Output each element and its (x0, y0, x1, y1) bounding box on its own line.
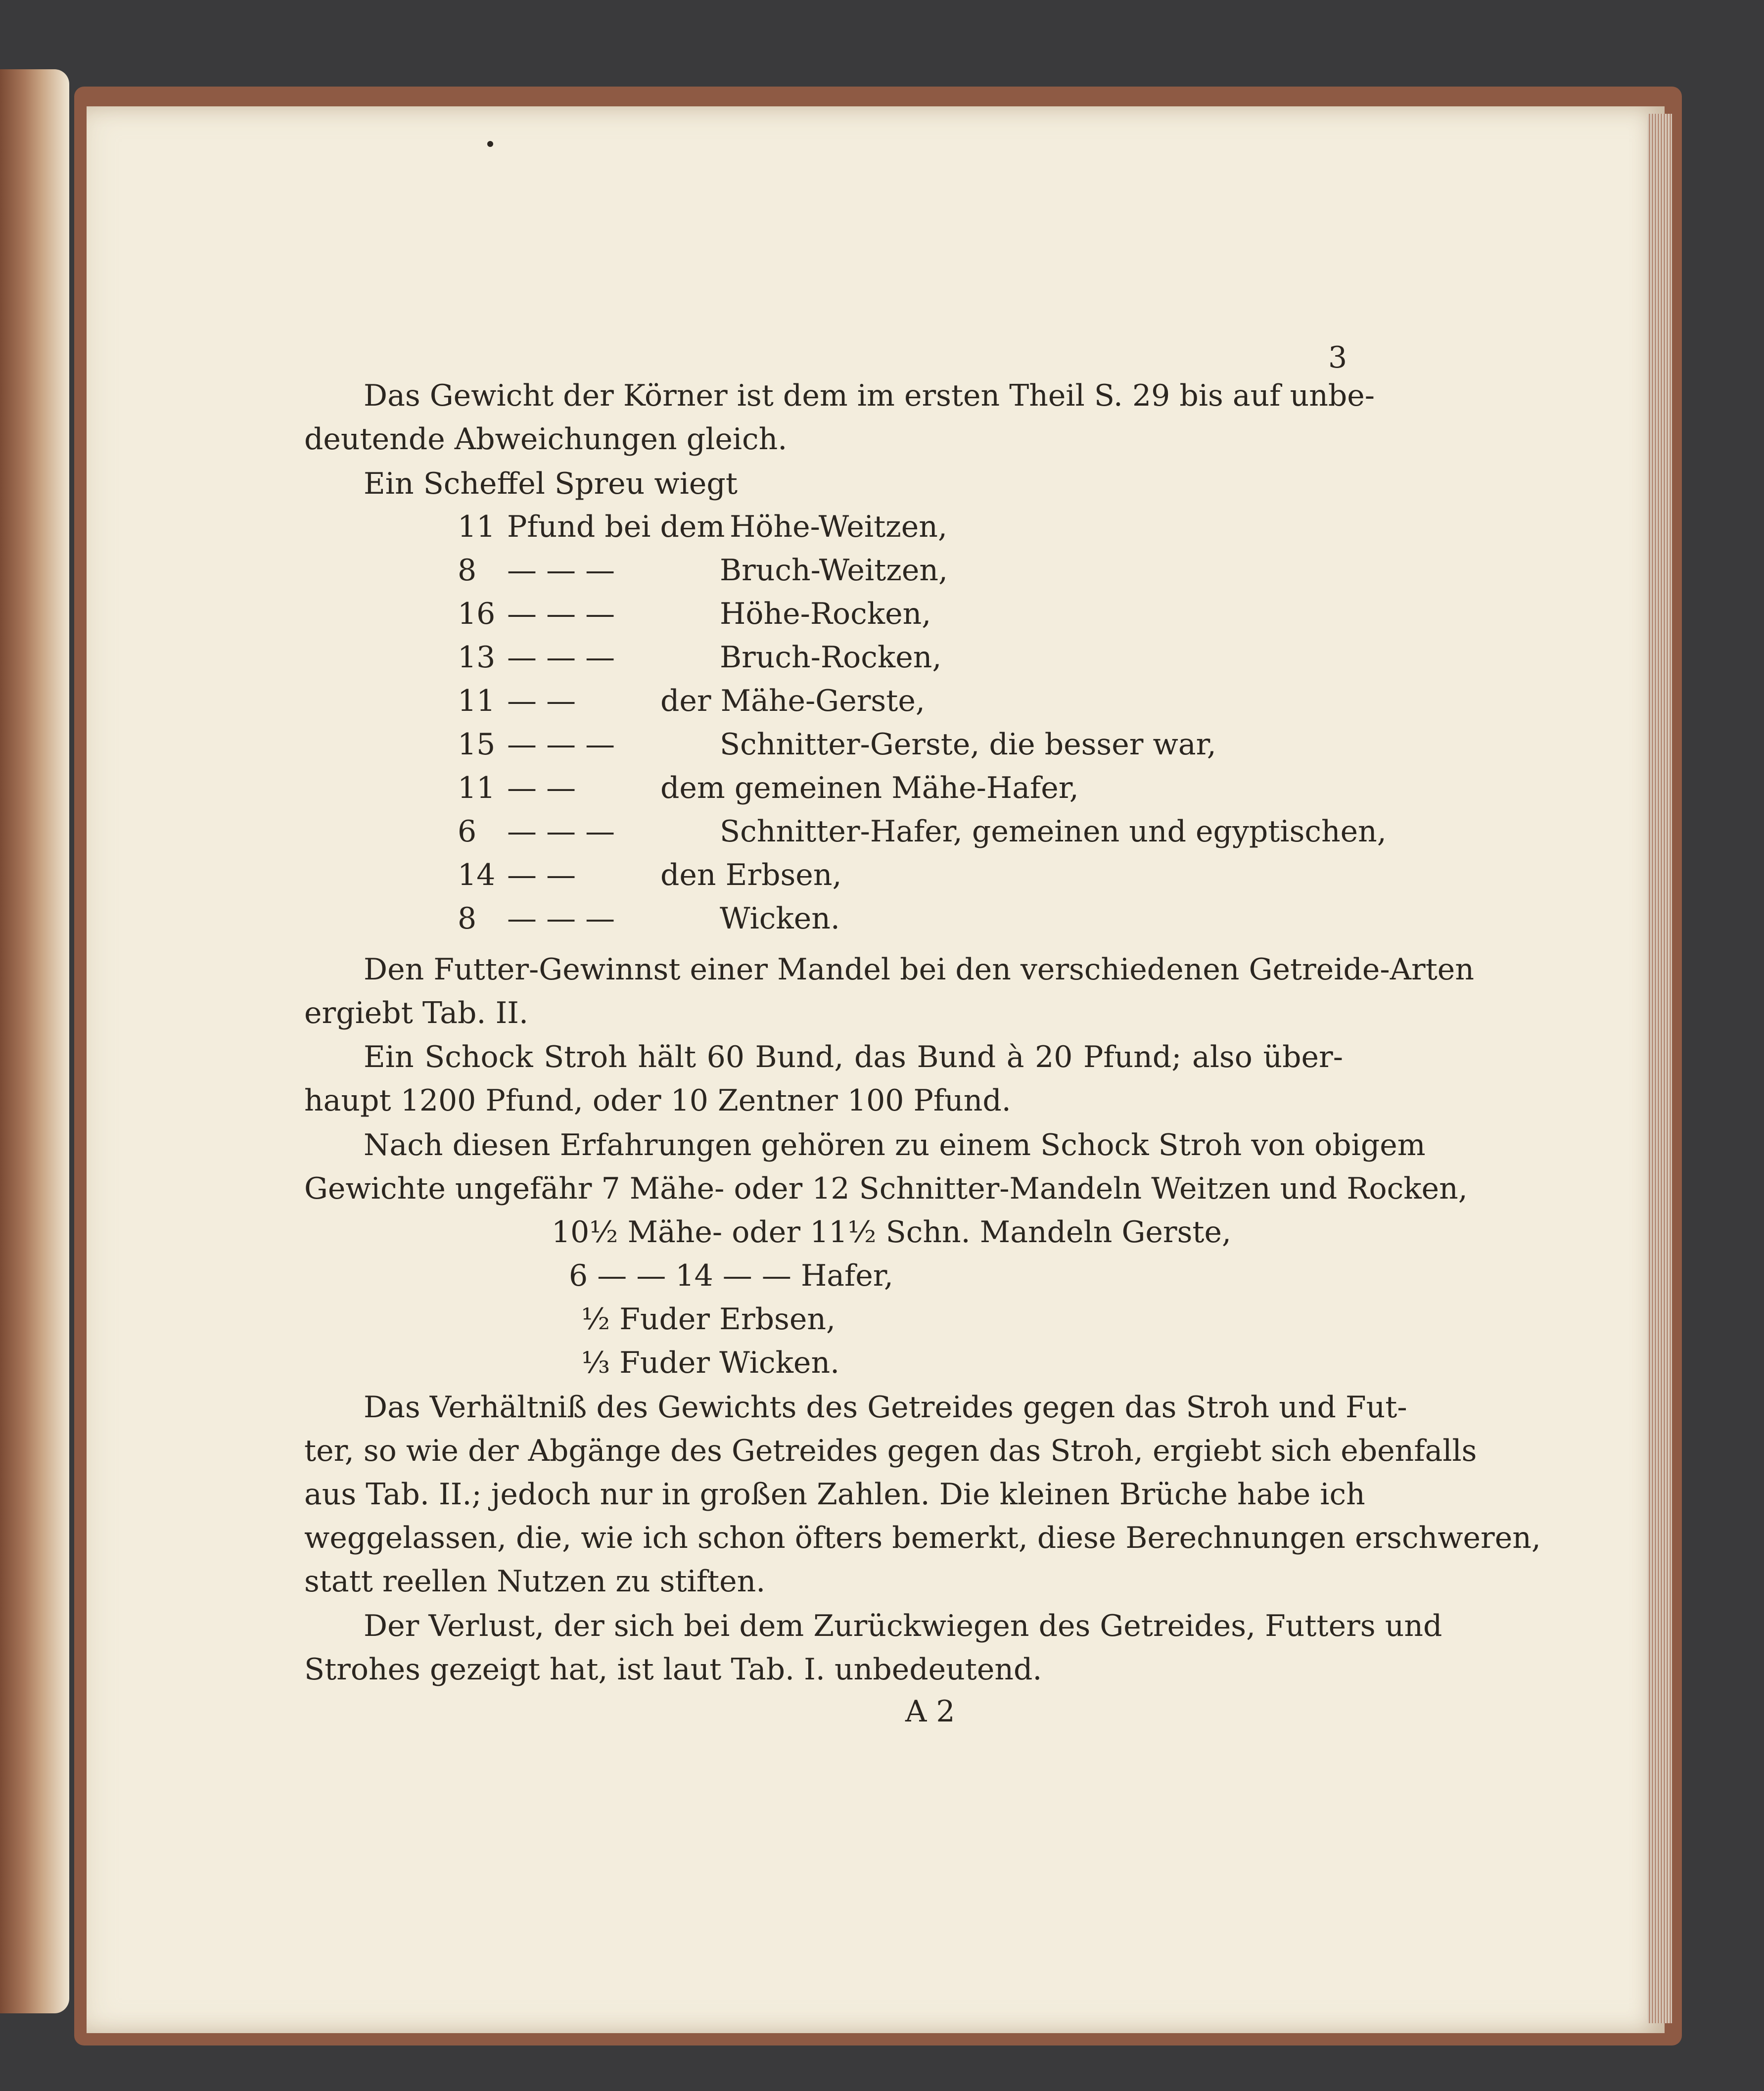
paragraph-line: ter, so wie der Abgänge des Getreides gegen das Stroh, ergiebt sich ebenfalls (304, 1434, 1477, 1468)
paragraph-line: 10½ Mähe- oder 11½ Schn. Mandeln Gerste, (552, 1215, 1232, 1250)
ditto-marks: — — (507, 858, 576, 892)
paragraph-line: ⅓ Fuder Wicken. (581, 1346, 840, 1380)
weight-value: 15 (458, 727, 496, 762)
weight-value: 8 (458, 901, 477, 936)
grain-type: Bruch-Weitzen, (720, 553, 948, 588)
weight-value: 8 (458, 553, 477, 588)
ditto-marks: — — (507, 771, 576, 805)
paragraph-line: Der Verlust, der sich bei dem Zurückwiegen des Getreides, Futters und (364, 1609, 1442, 1643)
paragraph-line: ½ Fuder Erbsen, (581, 1302, 836, 1337)
ditto-marks: — — — (507, 640, 615, 675)
weight-value: 6 (458, 814, 477, 849)
paragraph-line: haupt 1200 Pfund, oder 10 Zentner 100 Pfund. (304, 1083, 1011, 1118)
grain-type: den Erbsen, (660, 858, 842, 892)
previous-page-edge (0, 69, 69, 2013)
paragraph-line: Gewichte ungefähr 7 Mähe- oder 12 Schnitter-Mandeln Weitzen und Rocken, (304, 1171, 1468, 1206)
weight-value: 13 (458, 640, 496, 675)
paragraph-line: weggelassen, die, wie ich schon öfters bemerkt, diese Berechnungen erschweren, (304, 1521, 1541, 1555)
grain-type: der Mähe-Gerste, (660, 684, 925, 718)
ink-mark (487, 141, 493, 147)
paragraph-line: statt reellen Nutzen zu stiften. (304, 1564, 766, 1599)
ditto-marks: Pfund bei dem (507, 510, 725, 544)
weight-value: 14 (458, 858, 496, 892)
weight-value: 11 (458, 684, 496, 718)
grain-type: Höhe-Weitzen, (730, 510, 948, 544)
weight-value: 16 (458, 597, 496, 631)
ditto-marks: — — — (507, 597, 615, 631)
grain-type: Schnitter-Gerste, die besser war, (720, 727, 1216, 762)
paragraph-line: Strohes gezeigt hat, ist laut Tab. I. unbedeutend. (304, 1652, 1042, 1687)
paragraph-line: deutende Abweichungen gleich. (304, 422, 788, 457)
paragraph-line: ergiebt Tab. II. (304, 996, 529, 1030)
ditto-marks: — — — (507, 814, 615, 849)
paragraph-line: Nach diesen Erfahrungen gehören zu einem Schock Stroh von obigem (364, 1128, 1426, 1162)
paragraph-line: Das Gewicht der Körner ist dem im ersten Theil S. 29 bis auf unbe- (364, 378, 1375, 413)
weight-value: 11 (458, 771, 496, 805)
signature-mark: A 2 (905, 1694, 955, 1729)
paragraph-line: Ein Schock Stroh hält 60 Bund, das Bund à 20 Pfund; also über- (364, 1040, 1343, 1074)
grain-type: Schnitter-Hafer, gemeinen und egyptischen, (720, 814, 1387, 849)
paragraph-line: Den Futter-Gewinnst einer Mandel bei den verschiedenen Getreide-Arten (364, 952, 1474, 987)
ditto-marks: — — (507, 684, 576, 718)
paragraph-line: aus Tab. II.; jedoch nur in großen Zahlen. Die kleinen Brüche habe ich (304, 1477, 1365, 1512)
grain-type: Wicken. (720, 901, 840, 936)
weight-value: 11 (458, 510, 496, 544)
grain-type: dem gemeinen Mähe-Hafer, (660, 771, 1079, 805)
ditto-marks: — — — (507, 553, 615, 588)
page-number: 3 (1328, 340, 1347, 375)
ditto-marks: — — — (507, 727, 615, 762)
ditto-marks: — — — (507, 901, 615, 936)
paragraph-line: Das Verhältniß des Gewichts des Getreides gegen das Stroh und Fut- (364, 1390, 1407, 1425)
grain-type: Bruch-Rocken, (720, 640, 942, 675)
paragraph-line: 6 — — 14 — — Hafer, (569, 1258, 893, 1293)
page-edges (1647, 114, 1672, 2023)
grain-type: Höhe-Rocken, (720, 597, 931, 631)
paragraph-line: Ein Scheffel Spreu wiegt (364, 466, 738, 501)
